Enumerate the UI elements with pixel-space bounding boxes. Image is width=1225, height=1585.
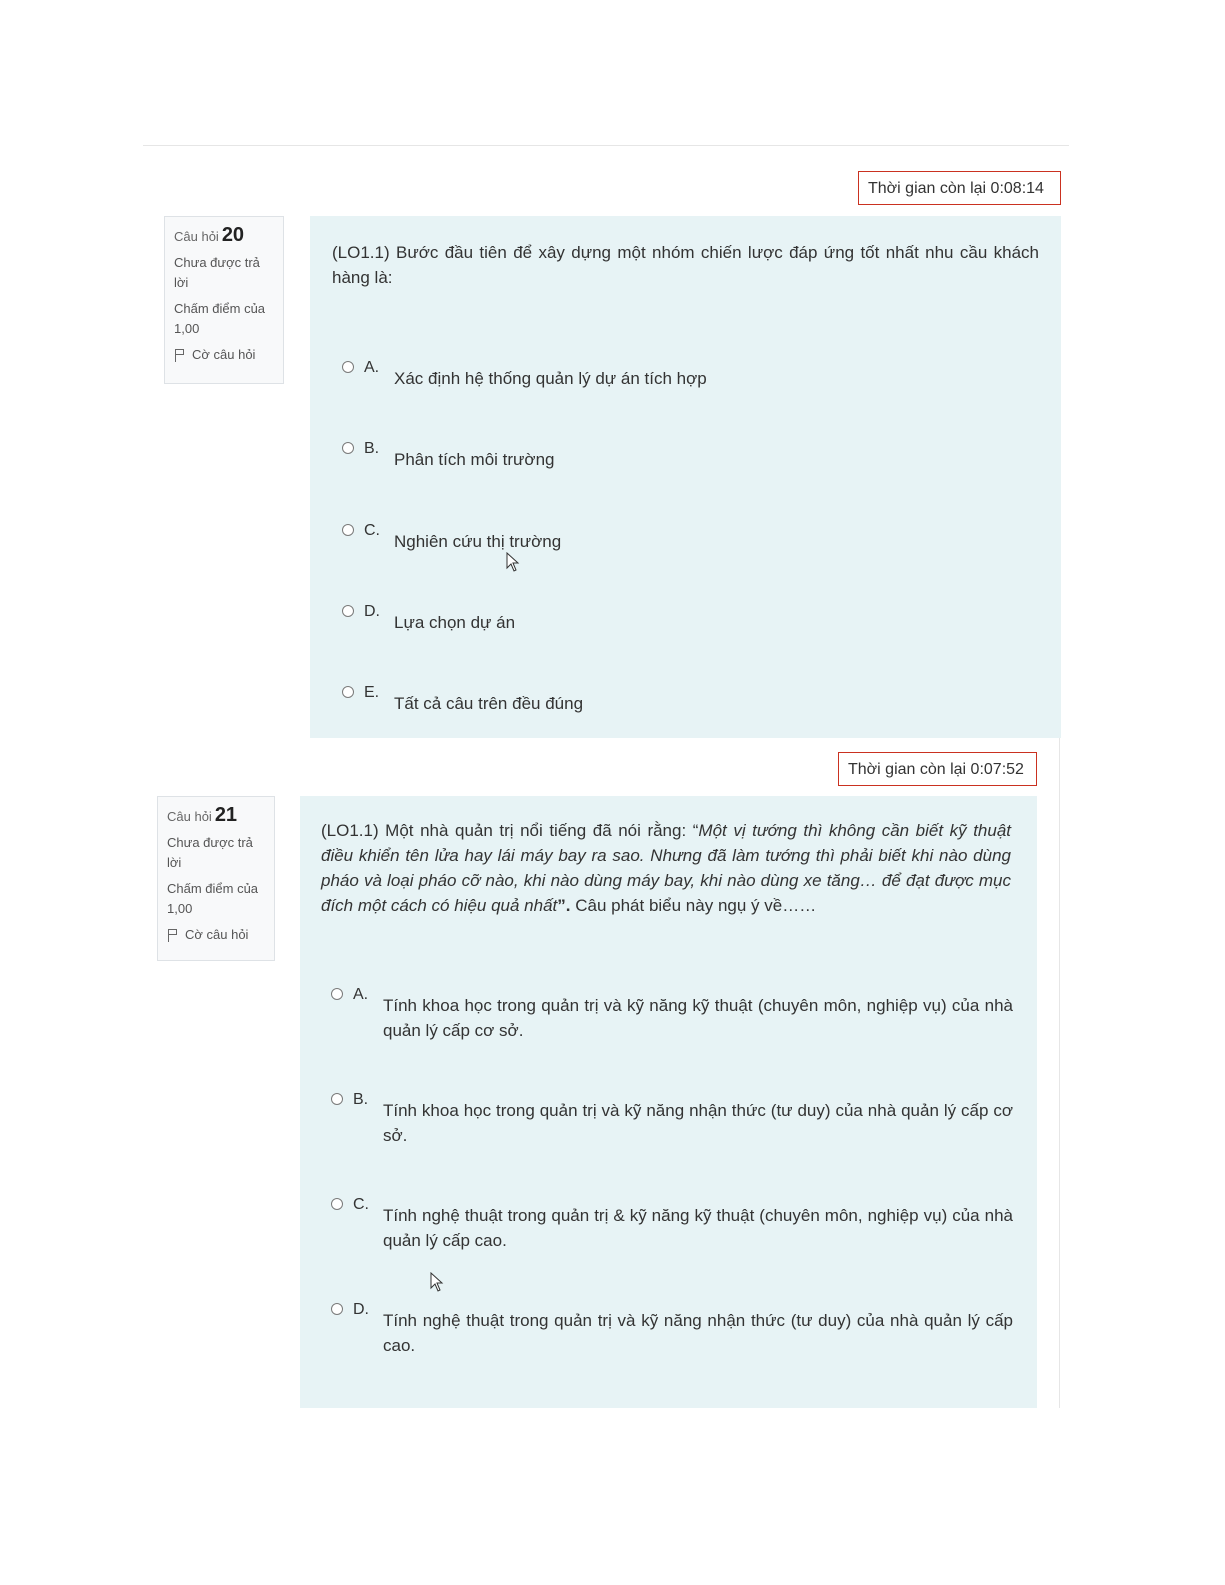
answer-option-b[interactable]: B. Phân tích môi trường [342, 440, 1014, 472]
answer-option-a[interactable]: A. Xác định hệ thống quản lý dự án tích hợp [342, 359, 1014, 391]
answer-option-b[interactable]: B. Tính khoa học trong quản trị và kỹ năng nhận thức (tư duy) của nhà quản lý cấp cơ sở. [331, 1091, 1013, 1148]
question-text: (LO1.1) Một nhà quản trị nổi tiếng đã nói rằng: “Một vị tướng thì không cần biết kỹ thuật điều khiển tên lửa hay lái máy bay ra sao. Nhưng đã làm tướng thì phải biết khi nào dùng pháo và loại pháo cỡ nào, khi nào dùng máy bay, khi nào dùng xe tăng… để đạt được mục đích một cách có hiệu quả nhất”. Câu phát biểu này ngụ ý về…… [321, 821, 1011, 915]
answer-status: Chưa được trả lời [174, 255, 260, 290]
radio-button[interactable] [342, 605, 354, 617]
answer-option-c[interactable]: C. Tính nghệ thuật trong quản trị & kỹ năng kỹ thuật (chuyên môn, nghiệp vụ) của nhà quản lý cấp cao. [331, 1196, 1013, 1253]
answer-option-d[interactable]: D. Lựa chọn dự án [342, 603, 1014, 635]
content-right-border [1059, 738, 1060, 1408]
answer-option-c[interactable]: C. Nghiên cứu thị trường [342, 522, 1014, 554]
answer-option-d[interactable]: D. Tính nghệ thuật trong quản trị và kỹ năng nhận thức (tư duy) của nhà quản lý cấp cao. [331, 1301, 1013, 1358]
question-marks: Chấm điểm của 1,00 [167, 881, 259, 916]
timer-remaining: Thời gian còn lại 0:07:52 [838, 752, 1037, 786]
top-divider [143, 145, 1069, 146]
flag-question-link[interactable]: Cờ câu hỏi [167, 925, 265, 945]
question-number: Câu hỏi 20 [174, 224, 245, 246]
flag-icon [174, 348, 186, 362]
radio-button[interactable] [331, 1198, 343, 1210]
answer-option-a[interactable]: A. Tính khoa học trong quản trị và kỹ năng kỹ thuật (chuyên môn, nghiệp vụ) của nhà quản lý cấp cơ sở. [331, 986, 1013, 1043]
timer-remaining: Thời gian còn lại 0:08:14 [858, 171, 1061, 205]
radio-button[interactable] [331, 1093, 343, 1105]
flag-question-link[interactable]: Cờ câu hỏi [174, 345, 274, 365]
question-info-panel [164, 216, 284, 384]
radio-button[interactable] [331, 1303, 343, 1315]
radio-button[interactable] [342, 686, 354, 698]
radio-button[interactable] [342, 442, 354, 454]
question-content [310, 216, 1061, 738]
question-marks: Chấm điểm của 1,00 [174, 301, 266, 336]
answer-status: Chưa được trả lời [167, 835, 253, 870]
answer-option-e[interactable]: E. Tất cả câu trên đều đúng [342, 684, 1014, 716]
radio-button[interactable] [342, 524, 354, 536]
question-number: Câu hỏi 21 [167, 804, 238, 826]
question-info-panel [157, 796, 275, 961]
radio-button[interactable] [331, 988, 343, 1000]
radio-button[interactable] [342, 361, 354, 373]
flag-icon [167, 928, 179, 942]
question-text: (LO1.1) Bước đầu tiên để xây dựng một nhóm chiến lược đáp ứng tốt nhất nhu cầu khách hàng là: [332, 243, 1039, 287]
question-content [300, 796, 1037, 1408]
